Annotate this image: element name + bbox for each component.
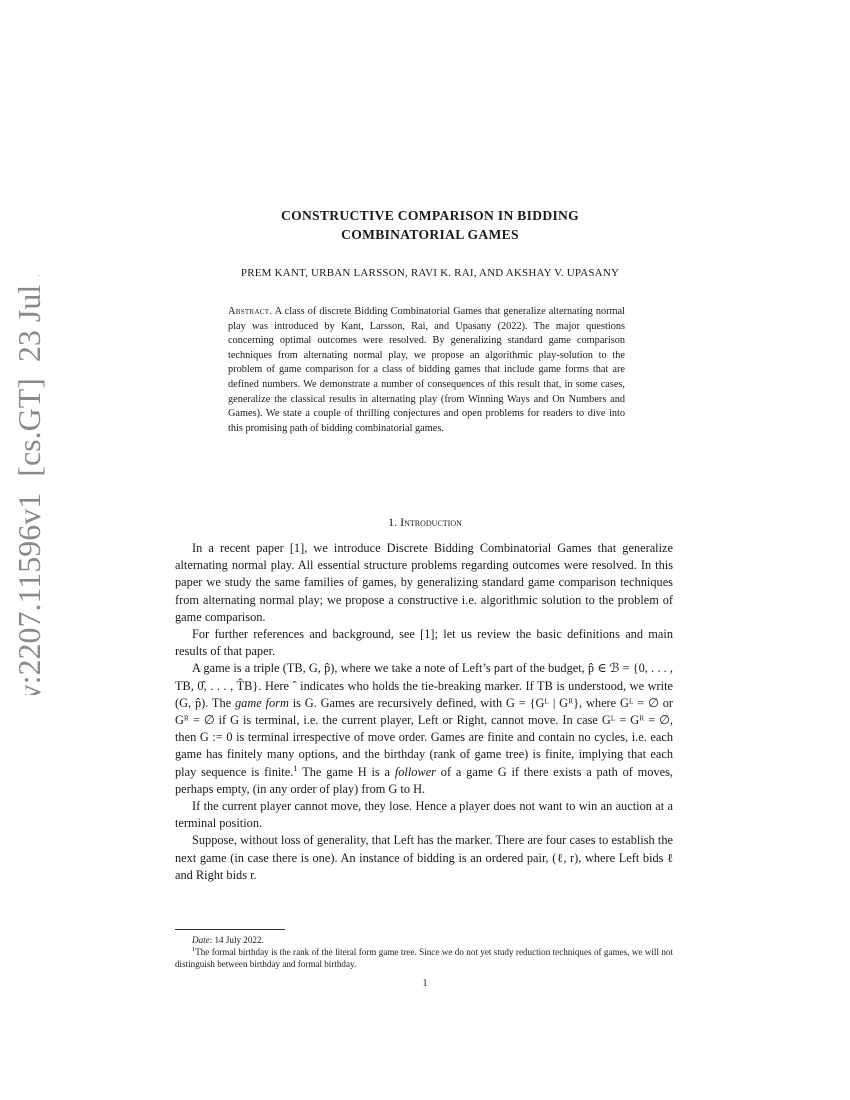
- body-text: [175, 540, 673, 884]
- title-line-1: CONSTRUCTIVE COMPARISON IN BIDDING: [280, 208, 580, 223]
- abstract-label: Abstract.: [228, 306, 273, 317]
- date-value: : 14 July 2022.: [209, 935, 264, 945]
- game-form-emphasis: game form: [234, 695, 289, 710]
- footnote-divider: [175, 929, 285, 930]
- section-heading: [175, 515, 675, 530]
- abstract: [228, 305, 625, 436]
- paragraph-3-part-d: of a game G if there exists a path of moves, perhaps empty, (in any order of play) from G to H.: [175, 764, 673, 796]
- paragraph-1: In a recent paper [1], we introduce Discrete Bidding Combinatorial Games that generalize alternating normal play. All essential structure problems regarding outcomes were resolved. In this paper we study the same families of games, by generalizing standard game comparison techniques from alternating normal play; we propose a constructive i.e. algorithmic solution to the problem of game comparison.: [175, 541, 673, 624]
- paragraph-3-part-c: The game H is a: [297, 764, 395, 779]
- footnote-1: [175, 946, 673, 970]
- paragraph-5: Suppose, without loss of generality, that Left has the marker. There are four cases to establish the next game (in case there is one). An instance of bidding is an ordered pair, (ℓ, r), where Left bids ℓ and Right bids r.: [175, 833, 673, 882]
- footnote-1-text: The formal birthday is the rank of the literal form game tree. Since we do not yet study reduction techniques of games, we will not distinguish between birthday and formal birthday.: [175, 947, 673, 970]
- paragraph-3: [175, 660, 673, 798]
- title-line-2: COMBINATORIAL GAMES: [341, 227, 519, 242]
- paragraph-2: For further references and background, see [1]; let us review the basic definitions and main results of that paper.: [175, 627, 673, 659]
- footnote-mark-1: 1: [293, 762, 298, 773]
- date-note: [175, 934, 673, 946]
- abstract-text: A class of discrete Bidding Combinatorial Games that generalize alternating normal play was introduced by Kant, Larsson, Rai, and Upasany (2022). The major questions concerning optimal outcomes were resolved. By generalizing standard game comparison techniques from alternating normal play, we propose an algorithmic play-solution to the problem of game comparison for a class of bidding games that include game forms that are defined numbers. We demonstrate a number of consequences of this result that, in some cases, generalize the classical results in alternating play (from Winning Ways and On Numbers and Games). We state a couple of thrilling conjectures and open problems for readers to dive into this promising path of bidding combinatorial games.: [228, 306, 625, 434]
- section-title: Introduction: [400, 515, 462, 529]
- paragraph-3-part-a: A game is a triple (TB, G, p̂), where we take a note of Left’s part of the budget, p̂ ∈ ℬ = {0, . . . , TB, 0̂, . . . , T̂B}. Here ˆ indicates who holds the tie-breaking marker. If TB is understood, we write (G, p̂). The: [175, 661, 673, 710]
- paragraph-4: If the current player cannot move, they lose. Hence a player does not want to win an auction at a terminal position.: [175, 799, 673, 831]
- footnote-1-mark: 1: [192, 946, 196, 954]
- arxiv-stamp: [6, 275, 54, 695]
- date-label: Date: [192, 935, 210, 945]
- page-number: 1: [422, 978, 428, 989]
- section-number: 1.: [388, 515, 398, 529]
- arxiv-stamp-text: arXiv:2207.11596v1 [cs.GT] 23 Jul 2022: [11, 275, 47, 695]
- paper-title: [180, 206, 680, 244]
- follower-emphasis: follower: [394, 764, 436, 779]
- author-list: PREM KANT, URBAN LARSSON, RAVI K. RAI, AND AKSHAY V. UPASANY: [240, 267, 620, 279]
- paragraph-3-part-b: is G. Games are recursively defined, with G = {Gᴸ | Gᴿ}, where Gᴸ = ∅ or Gᴿ = ∅ if G is terminal, i.e. the current player, Left or Right, cannot move. In case Gᴸ = Gᴿ = ∅, then G := 0 is terminal irrespective of move order. Games are finite and contain no cycles, i.e. each game has finitely many options, and the birthday (rank of game tree) is finite, implying that each play sequence is finite.: [175, 695, 673, 779]
- footnotes: [175, 934, 673, 971]
